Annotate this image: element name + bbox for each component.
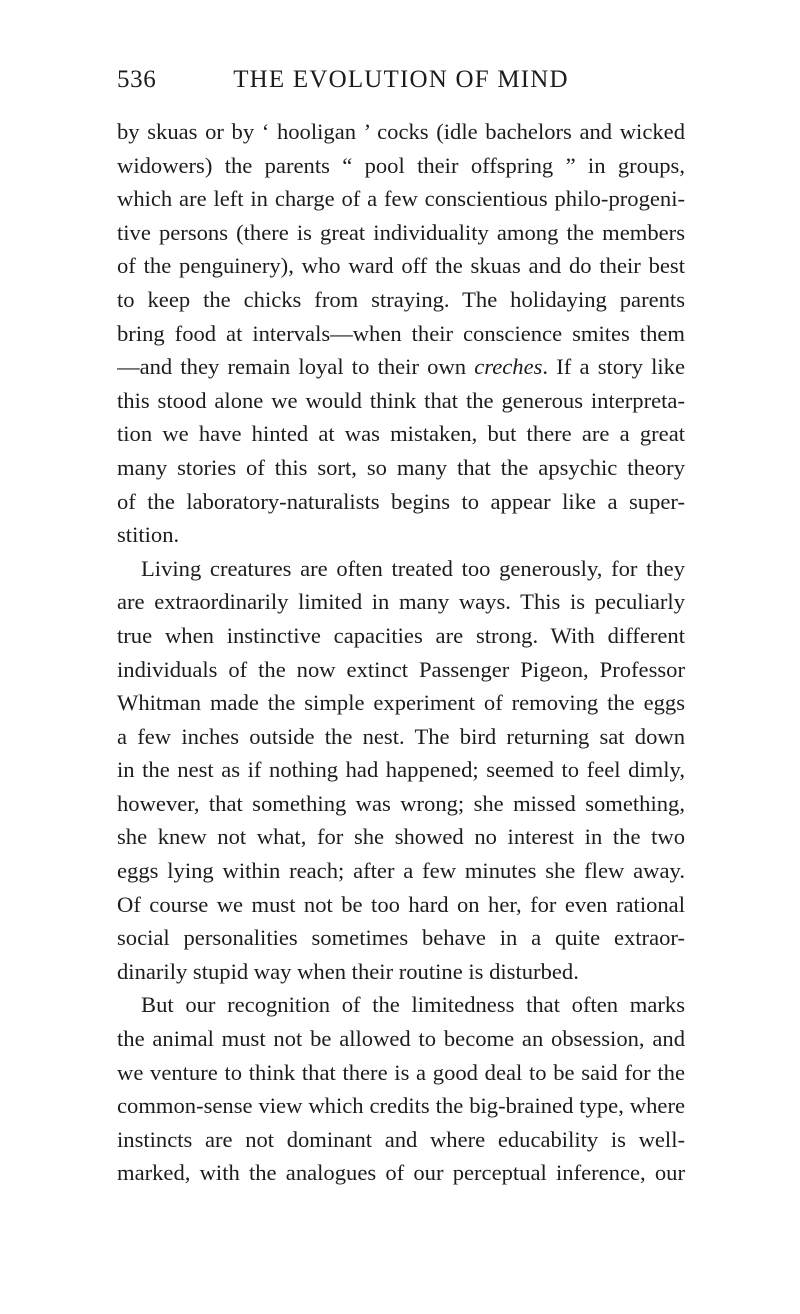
paragraph-start: But our recognition of the limitedness that often marks: [141, 992, 685, 1018]
text-line: social personalities sometimes behave in a quite extraor-: [117, 925, 685, 951]
italic-word: creches: [474, 354, 543, 380]
text-line: stition.: [117, 522, 180, 548]
text-line: widowers) the parents “ pool their offspring ” in groups,: [117, 152, 685, 178]
text-line: in the nest as if nothing had happened; seemed to feel dimly,: [117, 757, 685, 783]
text-line: the animal must not be allowed to become an obsession, and: [117, 1026, 685, 1052]
text-line: marked, with the analogues of our perceptual inference, our: [117, 1160, 685, 1186]
text-line: eggs lying within reach; after a few minutes she flew away.: [117, 858, 685, 884]
text-line: many stories of this sort, so many that the apsychic theory: [117, 454, 685, 480]
text-line: instincts are not dominant and where educability is well-: [117, 1126, 685, 1152]
text-line: Whitman made the simple experiment of removing the eggs: [117, 690, 685, 716]
text-line: of the laboratory-naturalists begins to appear like a super-: [117, 488, 685, 514]
text-line: which are left in charge of a few conscientious philo-progeni-: [117, 186, 685, 212]
text-line-with-italic: [117, 350, 685, 384]
running-title: THE EVOLUTION OF MIND: [233, 66, 569, 93]
body-text: [117, 115, 685, 1190]
text-line: tion we have hinted at was mistaken, but there are a great: [117, 421, 685, 447]
text-line: a few inches outside the nest. The bird returning sat down: [117, 723, 685, 749]
text-line: individuals of the now extinct Passenger Pigeon, Professor: [117, 656, 685, 682]
text-line: this stood alone we would think that the generous interpreta-: [117, 387, 685, 413]
text-line: common-sense view which credits the big-brained type, where: [117, 1093, 685, 1119]
text-segment: . If a story like: [542, 354, 685, 380]
text-line: of the penguinery), who ward off the skuas and do their best: [117, 253, 685, 279]
text-line: true when instinctive capacities are strong. With different: [117, 622, 685, 648]
paragraph-start: Living creatures are often treated too generously, for they: [141, 555, 685, 581]
text-line: however, that something was wrong; she missed something,: [117, 790, 685, 816]
page-number: 536: [117, 66, 157, 93]
text-line: we venture to think that there is a good deal to be said for the: [117, 1059, 685, 1085]
text-line: are extraordinarily limited in many ways. This is peculiarly: [117, 589, 685, 615]
text-segment: —and they remain loyal to their own: [117, 354, 475, 380]
text-line: to keep the chicks from straying. The holidaying parents: [117, 286, 685, 312]
text-line: Of course we must not be too hard on her, for even rational: [117, 891, 685, 917]
text-line: by skuas or by ‘ hooligan ’ cocks (idle bachelors and wicked: [117, 119, 685, 144]
page-header: [117, 63, 685, 97]
text-line: dinarily stupid way when their routine is disturbed.: [117, 958, 579, 984]
text-line: she knew not what, for she showed no interest in the two: [117, 824, 685, 850]
text-line: tive persons (there is great individuality among the members: [117, 219, 685, 245]
text-line: bring food at intervals—when their conscience smites them: [117, 320, 685, 346]
